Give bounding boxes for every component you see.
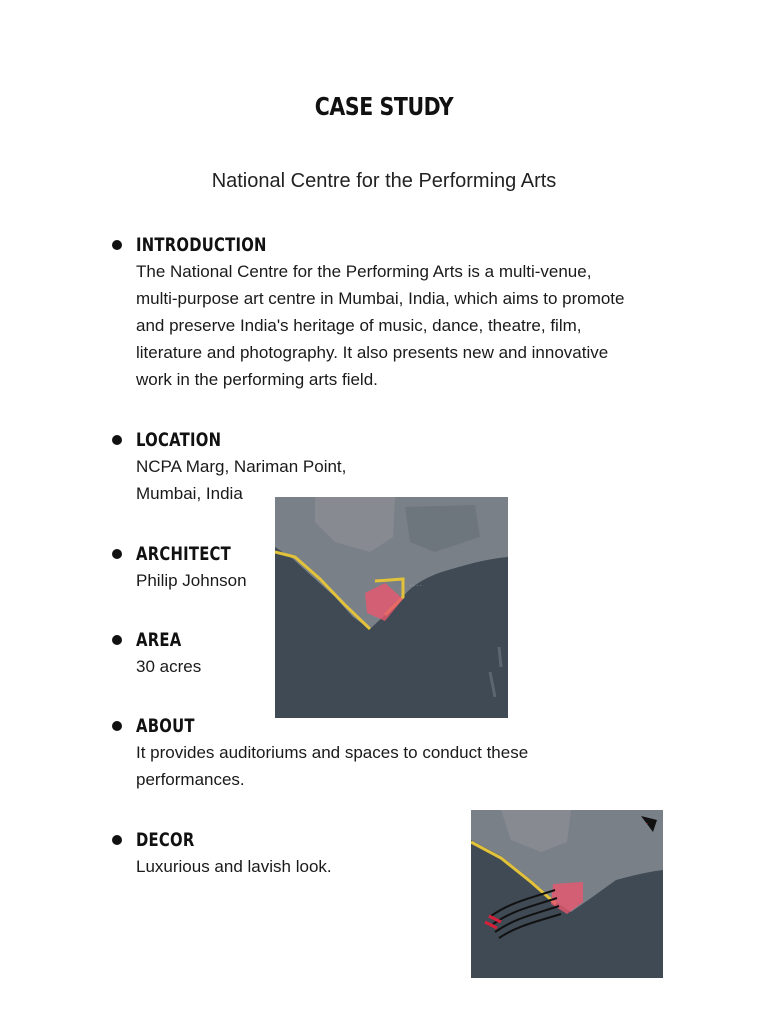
- page-title: CASE STUDY: [314, 92, 454, 121]
- bullet-icon: [112, 549, 122, 559]
- body-line: Philip Johnson: [136, 571, 247, 590]
- bullet-icon: [112, 435, 122, 445]
- section-body: [136, 653, 272, 680]
- bullet-icon: [112, 835, 122, 845]
- section-heading: DECOR: [136, 829, 195, 851]
- body-line: work in the performing arts field.: [136, 370, 378, 389]
- svg-text:· · · ·: · · · ·: [410, 583, 422, 589]
- bullet-icon: [112, 240, 122, 250]
- section-introduction: [112, 232, 692, 393]
- section-heading: ABOUT: [136, 715, 195, 737]
- body-line: Mumbai, India: [136, 484, 243, 503]
- body-line: Luxurious and lavish look.: [136, 857, 332, 876]
- body-line: The National Centre for the Performing Arts is a multi-venue,: [136, 262, 592, 281]
- svg-text:·: ·: [646, 820, 649, 828]
- page-subtitle: National Centre for the Performing Arts: [211, 170, 557, 192]
- section-location: [112, 427, 347, 507]
- bullet-icon: [112, 721, 122, 731]
- section-architect: [112, 541, 272, 594]
- body-line: It provides auditoriums and spaces to conduct these: [136, 743, 529, 762]
- section-heading: AREA: [136, 629, 182, 651]
- site-wind-map: [471, 810, 663, 978]
- section-heading: LOCATION: [136, 429, 222, 451]
- section-body: [136, 567, 272, 594]
- body-line: literature and photography. It also presents new and innovative: [136, 343, 609, 362]
- section-about: [112, 713, 692, 793]
- section-decor: [112, 827, 452, 880]
- site-location-map: [275, 497, 508, 718]
- section-heading: INTRODUCTION: [136, 234, 267, 256]
- body-line: multi-purpose art centre in Mumbai, India, which aims to promote: [136, 289, 625, 308]
- body-line: and preserve India's heritage of music, dance, theatre, film,: [136, 316, 582, 335]
- section-heading: ARCHITECT: [136, 543, 232, 565]
- section-body: [136, 739, 692, 793]
- section-area: [112, 627, 272, 680]
- bullet-icon: [112, 635, 122, 645]
- section-body: [136, 453, 347, 507]
- section-body: [136, 258, 692, 393]
- section-body: [136, 853, 452, 880]
- body-line: NCPA Marg, Nariman Point,: [136, 457, 347, 476]
- body-line: 30 acres: [136, 657, 202, 676]
- body-line: performances.: [136, 770, 245, 789]
